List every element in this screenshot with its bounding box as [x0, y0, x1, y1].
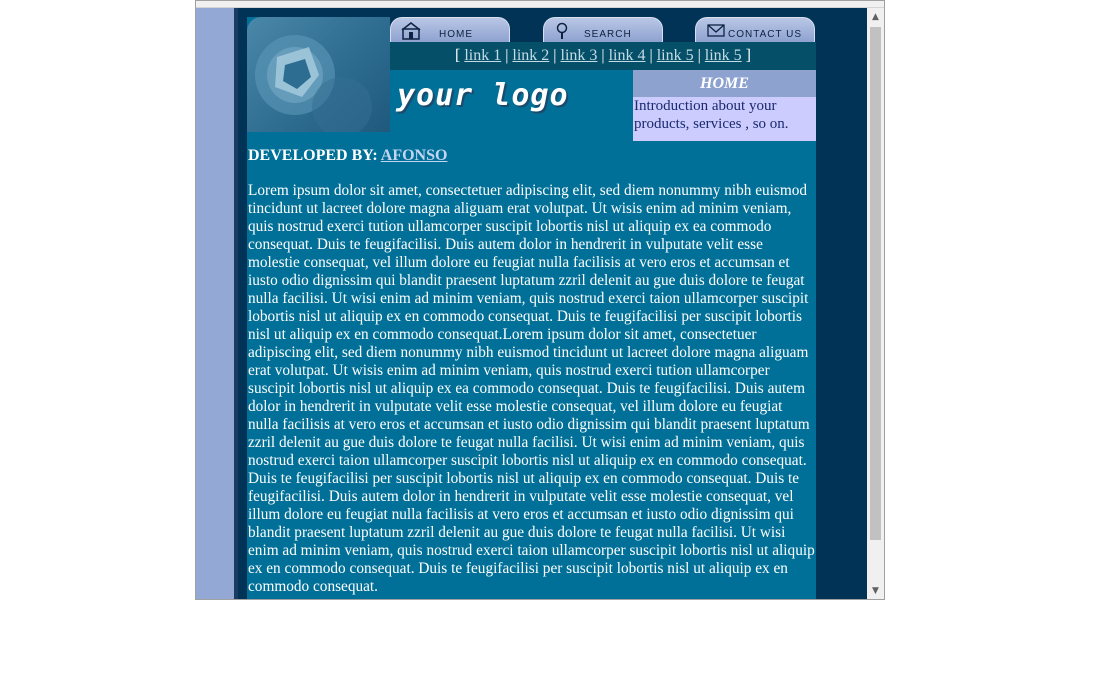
browser-viewport — [195, 0, 885, 600]
tab-search-label: SEARCH — [584, 29, 632, 40]
tab-home-label: HOME — [439, 29, 473, 40]
envelope-icon — [706, 22, 728, 40]
bracket-open: [ — [454, 47, 461, 64]
link-separator: | — [697, 47, 701, 64]
home-intro-box — [633, 70, 816, 143]
home-box-title: HOME — [633, 70, 816, 97]
body-text: Lorem ipsum dolor sit amet, consectetuer adipiscing elit, sed diem nonummy nibh euismod tincidunt ut lacreet dolore magna aliguam erat volutpat. Ut wisis enim ad minim veniam, quis nostrud exerci tution ullamcorper suscipit lobortis nisl ut aliquip ex ea commodo consequat. Duis te feugifacilisi. Duis autem dolor in hendrerit in vulputate velit esse molestie consequat, vel illum dolore eu feugiat nulla facilisis at vero eros et accumsan et iusto odio dignissim qui blandit praesent luptatum zzril delenit au gue duis dolore te feugat nulla facilisi. Ut wisi enim ad minim veniam, quis nostrud exerci taion ullamcorper suscipit lobortis nisl ut aliquip ex en commodo consequat. Duis te feugifacilisi per suscipit lobortis nisl ut aliquip ex en commodo consequat.Lorem ipsum dolor sit amet, consectetuer adipiscing elit, sed diem nonummy nibh euismod tincidunt ut lacreet dolore magna aliguam erat volutpat. Ut wisis enim ad minim veniam, quis nostrud exerci tution ullamcorper suscipit lobortis nisl ut aliquip ex ea commodo consequat. Duis te feugifacilisi. Duis autem dolor in hendrerit in vulputate velit esse molestie consequat, vel illum dolore eu feugiat nulla facilisis at vero eros et accumsan et iusto odio dignissim qui blandit praesent luptatum zzril delenit au gue duis dolore te feugat nulla facilisi. Ut wisi enim ad minim veniam, quis nostrud exerci taion ullamcorper suscipit lobortis nisl ut aliquip ex en commodo consequat. Duis te feugifacilisi per suscipit lobortis nisl ut aliquip ex en commodo consequat. Duis te feugifacilisi. Duis autem dolor in hendrerit in vulputate velit esse molestie consequat, vel illum dolore eu feugiat nulla facilisis at vero eros et accumsan et iusto odio dignissim qui blandit praesent luptatum zzril delenit au gue duis dolore te feugat nulla facilisi. Ut wisi enim ad minim veniam, quis nostrud exerci taion ullamcorper suscipit lobortis nisl ut aliquip ex en commodo consequat. Duis te feugifacilisi per suscipit lobortis nisl ut aliquip ex en commodo consequat. — [248, 182, 815, 595]
tab-contact[interactable] — [695, 17, 815, 42]
header-graphic — [247, 17, 390, 132]
link-separator: | — [553, 47, 557, 64]
site-page — [196, 8, 867, 600]
developed-by-label: DEVELOPED BY: — [248, 147, 378, 164]
tab-home[interactable] — [390, 17, 510, 42]
top-strip — [196, 1, 884, 8]
content-area — [247, 17, 816, 600]
link-separator: | — [601, 47, 605, 64]
author-link[interactable]: AFONSO — [380, 147, 448, 164]
bracket-close: ] — [745, 47, 751, 64]
home-box-text: Introduction about your products, services , so on. — [633, 97, 816, 141]
link-separator: | — [505, 47, 509, 64]
logo-area — [390, 70, 633, 132]
magnifier-icon — [554, 22, 576, 40]
globe-graphic — [247, 17, 390, 132]
tab-contact-label: CONTACT US — [728, 29, 803, 40]
sidebar-gap — [238, 8, 247, 600]
link-1[interactable]: link 1 — [464, 47, 502, 64]
scroll-down-arrow[interactable]: ▼ — [872, 586, 879, 596]
nav-tabs — [390, 17, 816, 42]
link-2[interactable]: link 2 — [512, 47, 550, 64]
left-sidebar — [196, 8, 234, 600]
scroll-thumb[interactable] — [870, 27, 881, 540]
link-4[interactable]: link 4 — [608, 47, 646, 64]
scroll-up-arrow[interactable]: ▲ — [872, 12, 879, 22]
link-5-duplicate[interactable]: link 5 — [704, 47, 742, 64]
tab-search[interactable] — [543, 17, 663, 42]
link-5[interactable]: link 5 — [656, 47, 694, 64]
link-separator: | — [649, 47, 653, 64]
link-3[interactable]: link 3 — [560, 47, 598, 64]
links-bar — [390, 42, 816, 70]
developed-by — [248, 147, 447, 165]
site-logo: your logo — [397, 78, 569, 113]
vertical-scrollbar[interactable] — [867, 8, 884, 600]
home-icon — [401, 22, 423, 40]
